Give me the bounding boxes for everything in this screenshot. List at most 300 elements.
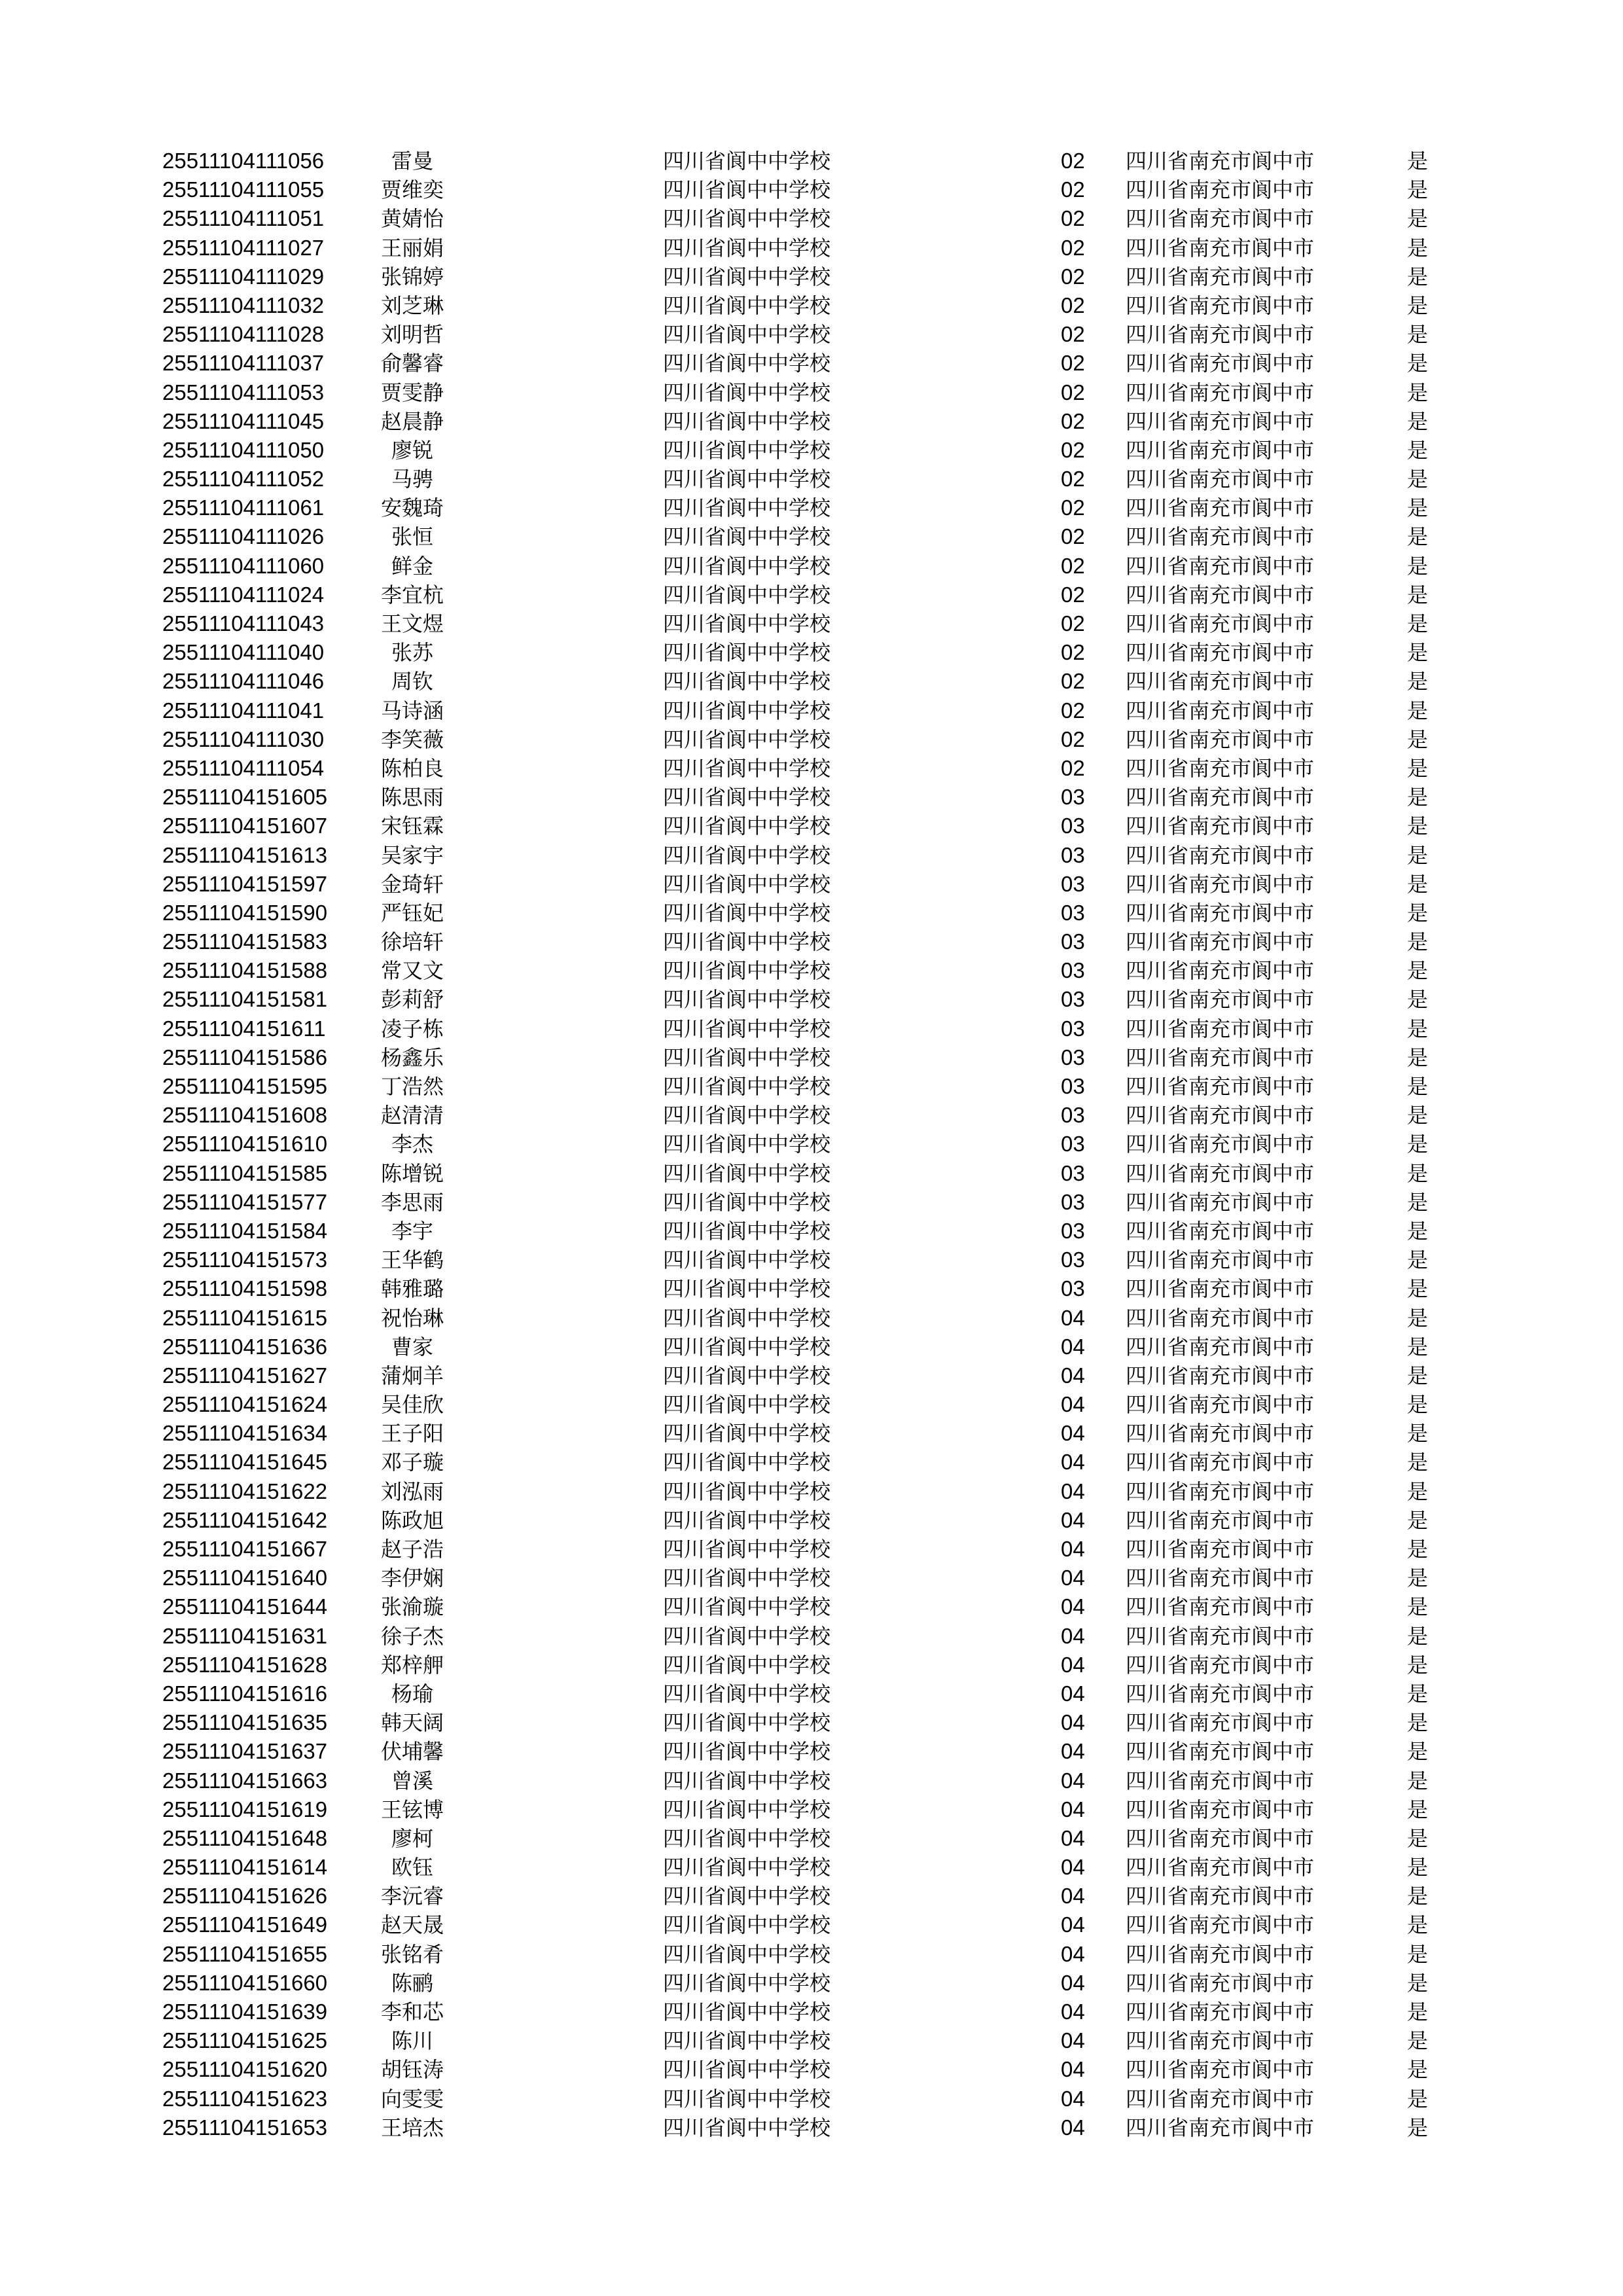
table-row: [0, 1159, 1623, 1188]
class-number-cell: 04: [1061, 1623, 1085, 1648]
school-cell: 四川省阆中中学校: [663, 1218, 831, 1244]
school-cell: 四川省阆中中学校: [663, 814, 831, 839]
flag-cell: 是: [1407, 2057, 1429, 2083]
table-row: [0, 1217, 1623, 1246]
table-row: [0, 754, 1623, 783]
school-cell: 四川省阆中中学校: [663, 1189, 831, 1215]
class-number-cell: 04: [1061, 1537, 1085, 1561]
class-number-cell: 02: [1061, 495, 1085, 520]
class-number-cell: 04: [1061, 1739, 1085, 1764]
school-cell: 四川省阆中中学校: [663, 1450, 831, 1475]
flag-cell: 是: [1407, 1160, 1429, 1186]
student-name-cell: 吴家宇: [380, 842, 444, 868]
student-id-cell: 25511104151663: [162, 1768, 328, 1793]
table-row: [0, 870, 1623, 899]
class-number-cell: 04: [1061, 1912, 1085, 1937]
class-number-cell: 02: [1061, 177, 1085, 202]
flag-cell: 是: [1407, 1247, 1429, 1273]
student-name-cell: 王子阳: [380, 1421, 444, 1446]
region-cell: 四川省南充市阆中市: [1126, 1421, 1315, 1446]
class-number-cell: 04: [1061, 1825, 1085, 1850]
school-cell: 四川省阆中中学校: [663, 1652, 831, 1677]
class-number-cell: 03: [1061, 929, 1085, 954]
student-id-cell: 25511104111060: [162, 553, 325, 578]
student-id-cell: 25511104151620: [162, 2057, 328, 2082]
class-number-cell: 02: [1061, 524, 1085, 549]
region-cell: 四川省南充市阆中市: [1126, 1016, 1315, 1041]
student-name-cell: 廖锐: [391, 437, 433, 463]
student-name-cell: 韩雅璐: [380, 1276, 444, 1302]
student-id-cell: 25511104151613: [162, 842, 328, 867]
flag-cell: 是: [1407, 1392, 1429, 1418]
student-name-cell: 王丽娟: [380, 235, 444, 260]
flag-cell: 是: [1407, 1334, 1429, 1359]
student-name-cell: 向雯雯: [380, 2086, 444, 2111]
student-id-cell: 25511104111040: [162, 640, 325, 665]
class-number-cell: 02: [1061, 206, 1085, 231]
class-number-cell: 04: [1061, 1594, 1085, 1619]
school-cell: 四川省阆中中学校: [663, 1884, 831, 1909]
table-row: [0, 378, 1623, 407]
table-row: [0, 1101, 1623, 1130]
school-cell: 四川省阆中中学校: [663, 987, 831, 1013]
class-number-cell: 02: [1061, 293, 1085, 317]
table-row: [0, 1390, 1623, 1419]
region-cell: 四川省南充市阆中市: [1126, 987, 1315, 1013]
student-name-cell: 李宇: [391, 1218, 433, 1244]
table-row: [0, 581, 1623, 609]
region-cell: 四川省南充市阆中市: [1126, 1189, 1315, 1215]
student-id-cell: 25511104111027: [162, 235, 325, 260]
class-number-cell: 04: [1061, 1970, 1085, 1995]
student-id-cell: 25511104151645: [162, 1450, 328, 1475]
flag-cell: 是: [1407, 408, 1429, 434]
region-cell: 四川省南充市阆中市: [1126, 177, 1315, 203]
school-cell: 四川省阆中中学校: [663, 582, 831, 607]
class-number-cell: 02: [1061, 755, 1085, 780]
flag-cell: 是: [1407, 582, 1429, 607]
flag-cell: 是: [1407, 2000, 1429, 2024]
student-id-cell: 25511104151615: [162, 1305, 328, 1330]
table-row: [0, 175, 1623, 204]
student-name-cell: 邓子璇: [380, 1450, 444, 1475]
student-id-cell: 25511104151588: [162, 958, 328, 983]
school-cell: 四川省阆中中学校: [663, 380, 831, 405]
school-cell: 四川省阆中中学校: [663, 785, 831, 810]
region-cell: 四川省南充市阆中市: [1126, 2115, 1315, 2140]
region-cell: 四川省南充市阆中市: [1126, 1855, 1315, 1880]
flag-cell: 是: [1407, 2086, 1429, 2111]
class-number-cell: 04: [1061, 1768, 1085, 1793]
student-id-cell: 25511104151655: [162, 1941, 328, 1966]
region-cell: 四川省南充市阆中市: [1126, 1884, 1315, 1909]
flag-cell: 是: [1407, 1566, 1429, 1591]
region-cell: 四川省南充市阆中市: [1126, 380, 1315, 405]
flag-cell: 是: [1407, 611, 1429, 636]
flag-cell: 是: [1407, 1132, 1429, 1157]
table-row: [0, 436, 1623, 465]
student-name-cell: 雷曼: [391, 149, 433, 173]
region-cell: 四川省南充市阆中市: [1126, 1537, 1315, 1562]
student-name-cell: 韩天阔: [380, 1710, 444, 1736]
school-cell: 四川省阆中中学校: [663, 871, 831, 897]
region-cell: 四川省南充市阆中市: [1126, 1507, 1315, 1533]
region-cell: 四川省南充市阆中市: [1126, 264, 1315, 289]
school-cell: 四川省阆中中学校: [663, 1941, 831, 1967]
student-name-cell: 赵晨静: [380, 408, 444, 434]
table-row: [0, 1824, 1623, 1853]
student-id-cell: 25511104151590: [162, 900, 328, 925]
region-cell: 四川省南充市阆中市: [1126, 408, 1315, 434]
student-name-cell: 金琦轩: [380, 871, 444, 897]
flag-cell: 是: [1407, 1074, 1429, 1099]
student-name-cell: 李笑薇: [380, 726, 444, 752]
region-cell: 四川省南充市阆中市: [1126, 785, 1315, 810]
region-cell: 四川省南充市阆中市: [1126, 2057, 1315, 2083]
student-id-cell: 25511104151619: [162, 1797, 328, 1821]
student-name-cell: 陈柏良: [380, 755, 444, 781]
class-number-cell: 02: [1061, 235, 1085, 260]
school-cell: 四川省阆中中学校: [663, 669, 831, 694]
school-cell: 四川省阆中中学校: [663, 1537, 831, 1562]
student-id-cell: 25511104151614: [162, 1855, 328, 1880]
student-name-cell: 吴佳欣: [380, 1392, 444, 1418]
student-id-cell: 25511104151653: [162, 2115, 328, 2140]
flag-cell: 是: [1407, 842, 1429, 868]
student-name-cell: 贾维奕: [380, 177, 444, 203]
student-name-cell: 陈鹂: [391, 1970, 433, 1996]
student-id-cell: 25511104151624: [162, 1392, 328, 1417]
school-cell: 四川省阆中中学校: [663, 755, 831, 781]
region-cell: 四川省南充市阆中市: [1126, 582, 1315, 607]
flag-cell: 是: [1407, 726, 1429, 752]
table-row: [0, 1333, 1623, 1361]
student-id-cell: 25511104111061: [162, 495, 325, 520]
table-row: [0, 1795, 1623, 1824]
student-id-cell: 25511104151616: [162, 1681, 328, 1706]
school-cell: 四川省阆中中学校: [663, 177, 831, 203]
school-cell: 四川省阆中中学校: [663, 1970, 831, 1996]
school-cell: 四川省阆中中学校: [663, 929, 831, 955]
student-name-cell: 常又文: [380, 958, 444, 984]
school-cell: 四川省阆中中学校: [663, 842, 831, 868]
school-cell: 四川省阆中中学校: [663, 1912, 831, 1938]
region-cell: 四川省南充市阆中市: [1126, 814, 1315, 839]
school-cell: 四川省阆中中学校: [663, 293, 831, 318]
class-number-cell: 02: [1061, 437, 1085, 462]
table-row: [0, 1708, 1623, 1737]
student-name-cell: 赵子浩: [380, 1537, 444, 1562]
flag-cell: 是: [1407, 1594, 1429, 1620]
student-id-cell: 25511104111050: [162, 437, 325, 462]
table-row: [0, 2055, 1623, 2084]
region-cell: 四川省南充市阆中市: [1126, 2028, 1315, 2054]
student-name-cell: 李伊娴: [380, 1566, 444, 1591]
flag-cell: 是: [1407, 495, 1429, 521]
school-cell: 四川省阆中中学校: [663, 1479, 831, 1504]
school-cell: 四川省阆中中学校: [663, 1710, 831, 1736]
student-id-cell: 25511104151628: [162, 1652, 328, 1677]
table-row: [0, 407, 1623, 436]
student-name-cell: 郑梓舺: [380, 1652, 444, 1677]
flag-cell: 是: [1407, 1045, 1429, 1070]
student-name-cell: 蒲炯羊: [380, 1363, 444, 1388]
region-cell: 四川省南充市阆中市: [1126, 1218, 1315, 1244]
class-number-cell: 04: [1061, 2057, 1085, 2082]
table-row: [0, 262, 1623, 291]
table-row: [0, 1188, 1623, 1217]
region-cell: 四川省南充市阆中市: [1126, 1970, 1315, 1996]
student-name-cell: 李宜杭: [380, 582, 444, 607]
class-number-cell: 04: [1061, 1941, 1085, 1966]
class-number-cell: 04: [1061, 1884, 1085, 1909]
student-name-cell: 王文煜: [380, 611, 444, 636]
student-name-cell: 刘明哲: [380, 322, 444, 348]
class-number-cell: 02: [1061, 698, 1085, 723]
school-cell: 四川省阆中中学校: [663, 1594, 831, 1620]
table-row: [0, 234, 1623, 262]
class-number-cell: 03: [1061, 1074, 1085, 1098]
flag-cell: 是: [1407, 1276, 1429, 1302]
flag-cell: 是: [1407, 1305, 1429, 1331]
student-id-cell: 25511104111030: [162, 726, 325, 751]
class-number-cell: 04: [1061, 1305, 1085, 1330]
class-number-cell: 04: [1061, 1797, 1085, 1821]
region-cell: 四川省南充市阆中市: [1126, 351, 1315, 376]
flag-cell: 是: [1407, 177, 1429, 203]
region-cell: 四川省南充市阆中市: [1126, 1739, 1315, 1765]
region-cell: 四川省南充市阆中市: [1126, 149, 1315, 173]
student-name-cell: 张恒: [391, 524, 433, 550]
table-row: [0, 812, 1623, 840]
flag-cell: 是: [1407, 1855, 1429, 1880]
student-id-cell: 25511104151608: [162, 1103, 328, 1128]
class-number-cell: 02: [1061, 640, 1085, 665]
school-cell: 四川省阆中中学校: [663, 1623, 831, 1649]
class-number-cell: 02: [1061, 351, 1085, 376]
school-cell: 四川省阆中中学校: [663, 1247, 831, 1273]
region-cell: 四川省南充市阆中市: [1126, 1825, 1315, 1851]
class-number-cell: 03: [1061, 1276, 1085, 1301]
table-row: [0, 1737, 1623, 1766]
class-number-cell: 03: [1061, 871, 1085, 896]
school-cell: 四川省阆中中学校: [663, 1334, 831, 1359]
region-cell: 四川省南充市阆中市: [1126, 495, 1315, 521]
student-id-cell: 25511104111043: [162, 611, 325, 636]
region-cell: 四川省南充市阆中市: [1126, 322, 1315, 348]
school-cell: 四川省阆中中学校: [663, 437, 831, 463]
student-name-cell: 祝怡琳: [380, 1305, 444, 1331]
student-id-cell: 25511104111052: [162, 467, 325, 492]
flag-cell: 是: [1407, 1103, 1429, 1128]
table-row: [0, 2026, 1623, 2055]
flag-cell: 是: [1407, 206, 1429, 232]
flag-cell: 是: [1407, 640, 1429, 666]
class-number-cell: 04: [1061, 1450, 1085, 1475]
class-number-cell: 04: [1061, 1652, 1085, 1677]
region-cell: 四川省南充市阆中市: [1126, 611, 1315, 636]
student-name-cell: 宋钰霖: [380, 814, 444, 839]
flag-cell: 是: [1407, 1768, 1429, 1793]
student-id-cell: 25511104151605: [162, 785, 328, 810]
student-id-cell: 25511104111029: [162, 264, 325, 289]
student-name-cell: 丁浩然: [380, 1074, 444, 1099]
student-id-cell: 25511104151644: [162, 1594, 328, 1619]
school-cell: 四川省阆中中学校: [663, 524, 831, 550]
student-id-cell: 25511104151595: [162, 1074, 328, 1098]
table-row: [0, 1014, 1623, 1043]
school-cell: 四川省阆中中学校: [663, 2028, 831, 2054]
student-id-cell: 25511104111032: [162, 293, 325, 317]
student-name-cell: 张铭肴: [380, 1941, 444, 1967]
table-row: [0, 1998, 1623, 2026]
class-number-cell: 02: [1061, 553, 1085, 578]
school-cell: 四川省阆中中学校: [663, 467, 831, 492]
class-number-cell: 03: [1061, 1218, 1085, 1243]
student-id-cell: 25511104111028: [162, 322, 325, 347]
student-id-cell: 25511104151622: [162, 1479, 328, 1503]
school-cell: 四川省阆中中学校: [663, 2115, 831, 2140]
school-cell: 四川省阆中中学校: [663, 351, 831, 376]
flag-cell: 是: [1407, 149, 1429, 173]
student-id-cell: 25511104151667: [162, 1537, 328, 1561]
class-number-cell: 04: [1061, 1479, 1085, 1503]
student-id-cell: 25511104111037: [162, 351, 325, 376]
flag-cell: 是: [1407, 1825, 1429, 1851]
student-id-cell: 25511104151586: [162, 1045, 328, 1069]
student-name-cell: 陈川: [391, 2028, 433, 2054]
student-id-cell: 25511104151660: [162, 1970, 328, 1995]
table-row: [0, 1448, 1623, 1477]
school-cell: 四川省阆中中学校: [663, 1363, 831, 1388]
student-id-cell: 25511104151625: [162, 2028, 328, 2053]
class-number-cell: 04: [1061, 1421, 1085, 1446]
school-cell: 四川省阆中中学校: [663, 2057, 831, 2083]
school-cell: 四川省阆中中学校: [663, 1132, 831, 1157]
flag-cell: 是: [1407, 1421, 1429, 1446]
school-cell: 四川省阆中中学校: [663, 1305, 831, 1331]
student-name-cell: 俞馨睿: [380, 351, 444, 376]
school-cell: 四川省阆中中学校: [663, 958, 831, 984]
flag-cell: 是: [1407, 1652, 1429, 1677]
table-row: [0, 1564, 1623, 1592]
class-number-cell: 03: [1061, 1103, 1085, 1128]
region-cell: 四川省南充市阆中市: [1126, 1392, 1315, 1418]
flag-cell: 是: [1407, 322, 1429, 348]
table-row: [0, 1043, 1623, 1072]
class-number-cell: 04: [1061, 1507, 1085, 1532]
student-id-cell: 25511104151584: [162, 1218, 328, 1243]
region-cell: 四川省南充市阆中市: [1126, 1681, 1315, 1706]
student-id-cell: 25511104151642: [162, 1507, 328, 1532]
flag-cell: 是: [1407, 814, 1429, 839]
student-id-cell: 25511104151611: [162, 1016, 326, 1041]
school-cell: 四川省阆中中学校: [663, 900, 831, 925]
table-row: [0, 667, 1623, 696]
student-name-cell: 马骋: [391, 467, 433, 492]
region-cell: 四川省南充市阆中市: [1126, 293, 1315, 318]
table-row: [0, 696, 1623, 725]
region-cell: 四川省南充市阆中市: [1126, 467, 1315, 492]
school-cell: 四川省阆中中学校: [663, 322, 831, 348]
school-cell: 四川省阆中中学校: [663, 1825, 831, 1851]
table-row: [0, 1361, 1623, 1390]
class-number-cell: 03: [1061, 1016, 1085, 1041]
flag-cell: 是: [1407, 1507, 1429, 1533]
class-number-cell: 02: [1061, 582, 1085, 607]
student-id-cell: 25511104111046: [162, 669, 325, 694]
student-list-table: [0, 147, 1623, 2142]
table-row: [0, 1910, 1623, 1939]
class-number-cell: 02: [1061, 467, 1085, 492]
student-id-cell: 25511104151598: [162, 1276, 328, 1301]
student-name-cell: 欧钰: [391, 1855, 433, 1880]
student-name-cell: 李沅睿: [380, 1884, 444, 1909]
school-cell: 四川省阆中中学校: [663, 206, 831, 232]
region-cell: 四川省南充市阆中市: [1126, 929, 1315, 955]
school-cell: 四川省阆中中学校: [663, 553, 831, 579]
table-row: [0, 2113, 1623, 2142]
table-row: [0, 1072, 1623, 1101]
student-name-cell: 陈思雨: [380, 785, 444, 810]
school-cell: 四川省阆中中学校: [663, 611, 831, 636]
table-row: [0, 349, 1623, 378]
student-name-cell: 李杰: [391, 1132, 433, 1157]
table-row: [0, 609, 1623, 638]
school-cell: 四川省阆中中学校: [663, 408, 831, 434]
table-row: [0, 1679, 1623, 1708]
student-id-cell: 25511104111053: [162, 380, 325, 404]
table-row: [0, 1419, 1623, 1448]
flag-cell: 是: [1407, 1797, 1429, 1822]
table-row: [0, 552, 1623, 581]
class-number-cell: 04: [1061, 1392, 1085, 1417]
table-row: [0, 493, 1623, 522]
student-name-cell: 马诗涵: [380, 698, 444, 723]
flag-cell: 是: [1407, 1218, 1429, 1244]
region-cell: 四川省南充市阆中市: [1126, 1247, 1315, 1273]
class-number-cell: 04: [1061, 1855, 1085, 1880]
table-row: [0, 2085, 1623, 2113]
student-name-cell: 黄婧怡: [380, 206, 444, 232]
student-id-cell: 25511104111026: [162, 524, 325, 549]
table-row: [0, 1304, 1623, 1333]
student-name-cell: 王华鹤: [380, 1247, 444, 1273]
flag-cell: 是: [1407, 351, 1429, 376]
table-row: [0, 1940, 1623, 1969]
student-name-cell: 彭莉舒: [380, 987, 444, 1013]
table-row: [0, 1882, 1623, 1910]
student-name-cell: 杨瑜: [391, 1681, 433, 1706]
flag-cell: 是: [1407, 235, 1429, 260]
student-id-cell: 25511104151649: [162, 1912, 328, 1937]
region-cell: 四川省南充市阆中市: [1126, 2086, 1315, 2111]
region-cell: 四川省南充市阆中市: [1126, 524, 1315, 550]
school-cell: 四川省阆中中学校: [663, 1797, 831, 1822]
school-cell: 四川省阆中中学校: [663, 2000, 831, 2024]
table-row: [0, 725, 1623, 754]
school-cell: 四川省阆中中学校: [663, 235, 831, 260]
student-id-cell: 25511104151648: [162, 1825, 328, 1850]
student-name-cell: 周钦: [391, 669, 433, 694]
table-row: [0, 465, 1623, 493]
flag-cell: 是: [1407, 785, 1429, 810]
flag-cell: 是: [1407, 1681, 1429, 1706]
student-name-cell: 安魏琦: [380, 495, 444, 521]
class-number-cell: 03: [1061, 1189, 1085, 1214]
flag-cell: 是: [1407, 1450, 1429, 1475]
school-cell: 四川省阆中中学校: [663, 1681, 831, 1706]
